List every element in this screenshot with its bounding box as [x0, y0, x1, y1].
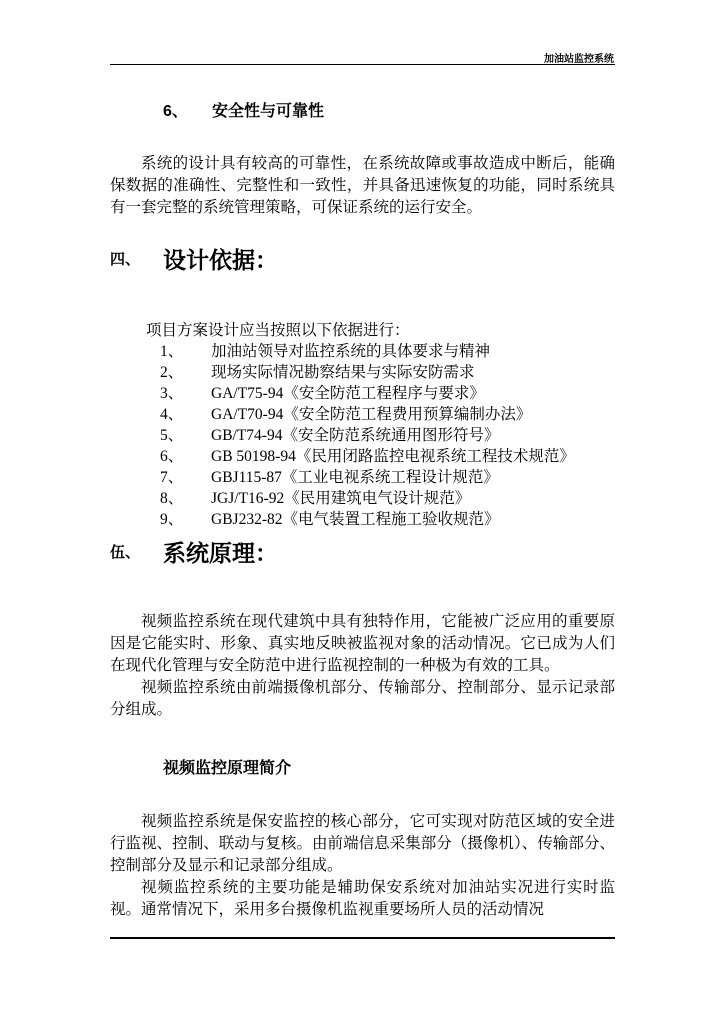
- section-five-number: 伍、: [110, 544, 141, 561]
- subsection-title: 视频监控原理简介: [163, 760, 292, 777]
- section-6-title: 安全性与可靠性: [212, 103, 325, 120]
- section-five-body: [110, 611, 615, 721]
- list-item-number: 3、: [160, 385, 184, 402]
- section-6-number: 6、: [163, 103, 188, 120]
- list-item-number: 8、: [160, 490, 184, 507]
- section-five-paragraph: 视频监控系统由前端摄像机部分、传输部分、控制部分、显示记录部分组成。: [110, 679, 615, 718]
- section-6-body: [110, 153, 615, 219]
- list-item-text: GA/T70-94《安全防范工程费用预算编制办法》: [211, 406, 532, 423]
- list-item-number: 9、: [160, 511, 184, 528]
- list-item-text: GA/T75-94《安全防范工程程序与要求》: [211, 385, 485, 402]
- section-four-title: 设计依据：: [163, 247, 278, 273]
- list-item-text: GB 50198-94《民用闭路监控电视系统工程技术规范》: [211, 448, 575, 465]
- section-four-number: 四、: [110, 251, 141, 268]
- list-item-number: 2、: [160, 364, 184, 381]
- list-item-text: JGJ/T16-92《民用建筑电气设计规范》: [211, 490, 471, 507]
- list-item-number: 1、: [160, 343, 184, 360]
- list-item-text: GB/T74-94《安全防范系统通用图形符号》: [211, 427, 500, 444]
- list-item-number: 5、: [160, 427, 184, 444]
- section-five-title: 系统原理：: [163, 540, 278, 566]
- footer-rule: [110, 937, 615, 939]
- subsection-body: [110, 811, 615, 921]
- list-item-number: 7、: [160, 469, 184, 486]
- subsection-paragraph: 视频监控系统是保安监控的核心部分，它可实现对防范区域的安全进行监视、控制、联动与复核。由前端信息采集部分（摄像机）、传输部分、控制部分及显示和记录部分组成。: [110, 813, 615, 874]
- section-five-paragraph: 视频监控系统在现代建筑中具有独特作用，它能被广泛应用的重要原因是它能实时、形象、真实地反映被监视对象的活动情况。它已成为人们在现代化管理与安全防范中进行监视控制的一种极为有效的工具。: [110, 613, 615, 674]
- running-header: 加油站监控系统: [544, 54, 614, 65]
- section-6-paragraph: 系统的设计具有较高的可靠性，在系统故障或事故造成中断后，能确保数据的准确性、完整性和一致性，并具备迅速恢复的功能，同时系统具有一套完整的系统管理策略，可保证系统的运行安全。: [110, 155, 615, 216]
- list-item-text: 加油站领导对监控系统的具体要求与精神: [211, 343, 491, 360]
- subsection-paragraph: 视频监控系统的主要功能是辅助保安系统对加油站实况进行实时监视。通常情况下，采用多台摄像机监视重要场所人员的活动情况: [110, 879, 615, 918]
- list-item-text: GBJ232-82《电气装置工程施工验收规范》: [211, 511, 500, 528]
- list-item-number: 6、: [160, 448, 184, 465]
- list-item-number: 4、: [160, 406, 184, 423]
- header-rule: [110, 64, 615, 65]
- list-item-text: 现场实际情况勘察结果与实际安防需求: [211, 364, 475, 381]
- list-item-text: GBJ115-87《工业电视系统工程设计规范》: [211, 469, 499, 486]
- basis-list-intro: 项目方案设计应当按照以下依据进行：: [146, 322, 410, 339]
